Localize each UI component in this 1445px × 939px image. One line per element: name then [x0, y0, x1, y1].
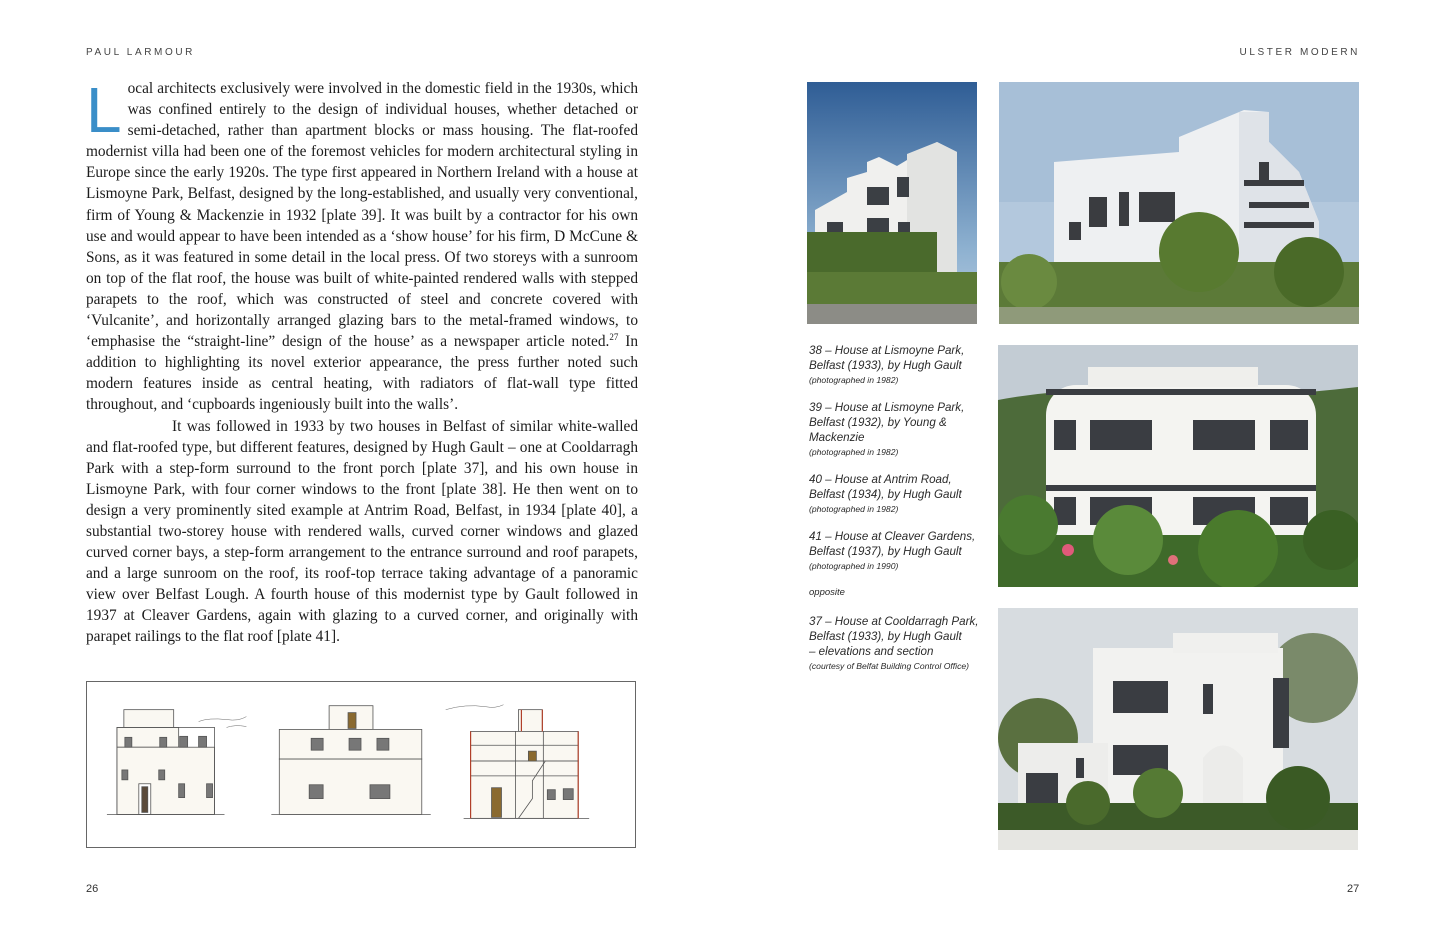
caption-37 — [809, 614, 979, 672]
caption-39 — [809, 400, 979, 458]
caption-38 — [809, 343, 979, 386]
caption-38-title: 38 – House at Lismoyne Park, Belfast (1933), by Hugh Gault — [809, 344, 965, 372]
caption-41-note: (photographed in 1990) — [809, 561, 899, 571]
page-number-right: 27 — [1347, 883, 1360, 895]
caption-37-subtitle: – elevations and section — [809, 645, 934, 658]
caption-37-title: 37 – House at Cooldarragh Park, Belfast (1933), by Hugh Gault — [809, 615, 979, 643]
photo-plate-37-image — [998, 608, 1358, 850]
running-head-left: PAUL LARMOUR — [86, 47, 195, 58]
caption-40-title: 40 – House at Antrim Road, Belfast (1934), by Hugh Gault — [809, 473, 962, 501]
paragraph-2: It was followed in 1933 by two houses in Belfast of similar white-walled and flat-roofed type, but different features, designed by Hugh Gault – one at Cooldarragh Park with a step-form surround to the front porch [plate 37], and his own house in Lismoyne Park, with four corner windows to the front [plate 38]. He then went on to design a very prominently sited example at Antrim Road, Belfast, in 1934 [plate 40], a substantial two-storey house with rendered walls, curved corner windows and glazed curved corner bays, a step-form arrangement to the entrance surround and roof parapets, and a large sunroom on the roof, its roof-top terrace taking advantage of a panoramic view over Belfast Lough. A fourth house of this modernist type by Gault followed in 1937 at Cleaver Gardens, again with glazing to a curved corner, and originally with parapet railings to the flat roof [plate 41]. — [86, 417, 638, 646]
caption-40-note: (photographed in 1982) — [809, 504, 899, 514]
caption-block — [809, 343, 979, 686]
caption-40 — [809, 472, 979, 515]
caption-opposite-label: opposite — [809, 587, 845, 598]
caption-39-note: (photographed in 1982) — [809, 447, 899, 457]
elevations-drawing-svg — [87, 682, 635, 847]
photo-plate-38-image — [807, 82, 977, 324]
photo-plate-39-image — [999, 82, 1359, 324]
paragraph-1 — [86, 74, 638, 416]
footnote-ref[interactable]: 27 — [609, 332, 619, 343]
running-head-right: ULSTER MODERN — [1239, 47, 1360, 58]
photo-plate-39 — [999, 82, 1359, 324]
paragraph-1-end: In addition to highlighting its novel exterior appearance, the press further noted such modern features inside as central heating, with radiators of flat-wall type fitted throughout, and ‘cupboards ingeniously built into the walls’. — [86, 333, 638, 414]
photo-plate-38 — [807, 82, 977, 324]
paragraph-1-start: ocal architects exclusively were involved in the domestic field in the 1930s, which was confined entirely to the design of individual houses, whether detached or semi-detached, rather than apartment blocks or mass housing. The flat-roofed modernist villa had been one of the foremost vehicles for modern architectural styling in Europe since the early 1920s. The type first appeared in Northern Ireland with a house at Lismoyne Park, Belfast, designed by the long-established, and usually very conventional, firm of Young & Mackenzie in 1932 [plate 39]. It was built by a contractor for his own use and would appear to have been intended as a ‘show house’ for his firm, D McCune & Sons, as it was featured in some detail in the local press. Of two storeys with a sunroom on top of the flat roof, the house was built of white-painted rendered walls with stepped parapets to the roof, which was constructed of steel and concrete covered with ‘Vulcanite’, and horizontally arranged glazing bars to the metal-framed windows, to ‘emphasise the “straight-line” design of the house’ as a newspaper article noted. — [86, 80, 638, 351]
page-number-left: 26 — [86, 883, 99, 895]
caption-41 — [809, 529, 979, 572]
caption-39-title: 39 – House at Lismoyne Park, Belfast (1932), by Young & Mackenzie — [809, 401, 965, 444]
body-text — [86, 74, 638, 648]
caption-37-note: (courtesy of Belfat Building Control Office) — [809, 661, 970, 671]
photo-plate-40 — [998, 345, 1358, 587]
caption-41-title: 41 – House at Cleaver Gardens, Belfast (1937), by Hugh Gault — [809, 530, 976, 558]
photo-plate-40-image — [998, 345, 1358, 587]
drop-cap: L — [86, 74, 122, 146]
elevations-drawing — [86, 681, 636, 848]
caption-38-note: (photographed in 1982) — [809, 375, 899, 385]
photo-plate-37 — [998, 608, 1358, 850]
